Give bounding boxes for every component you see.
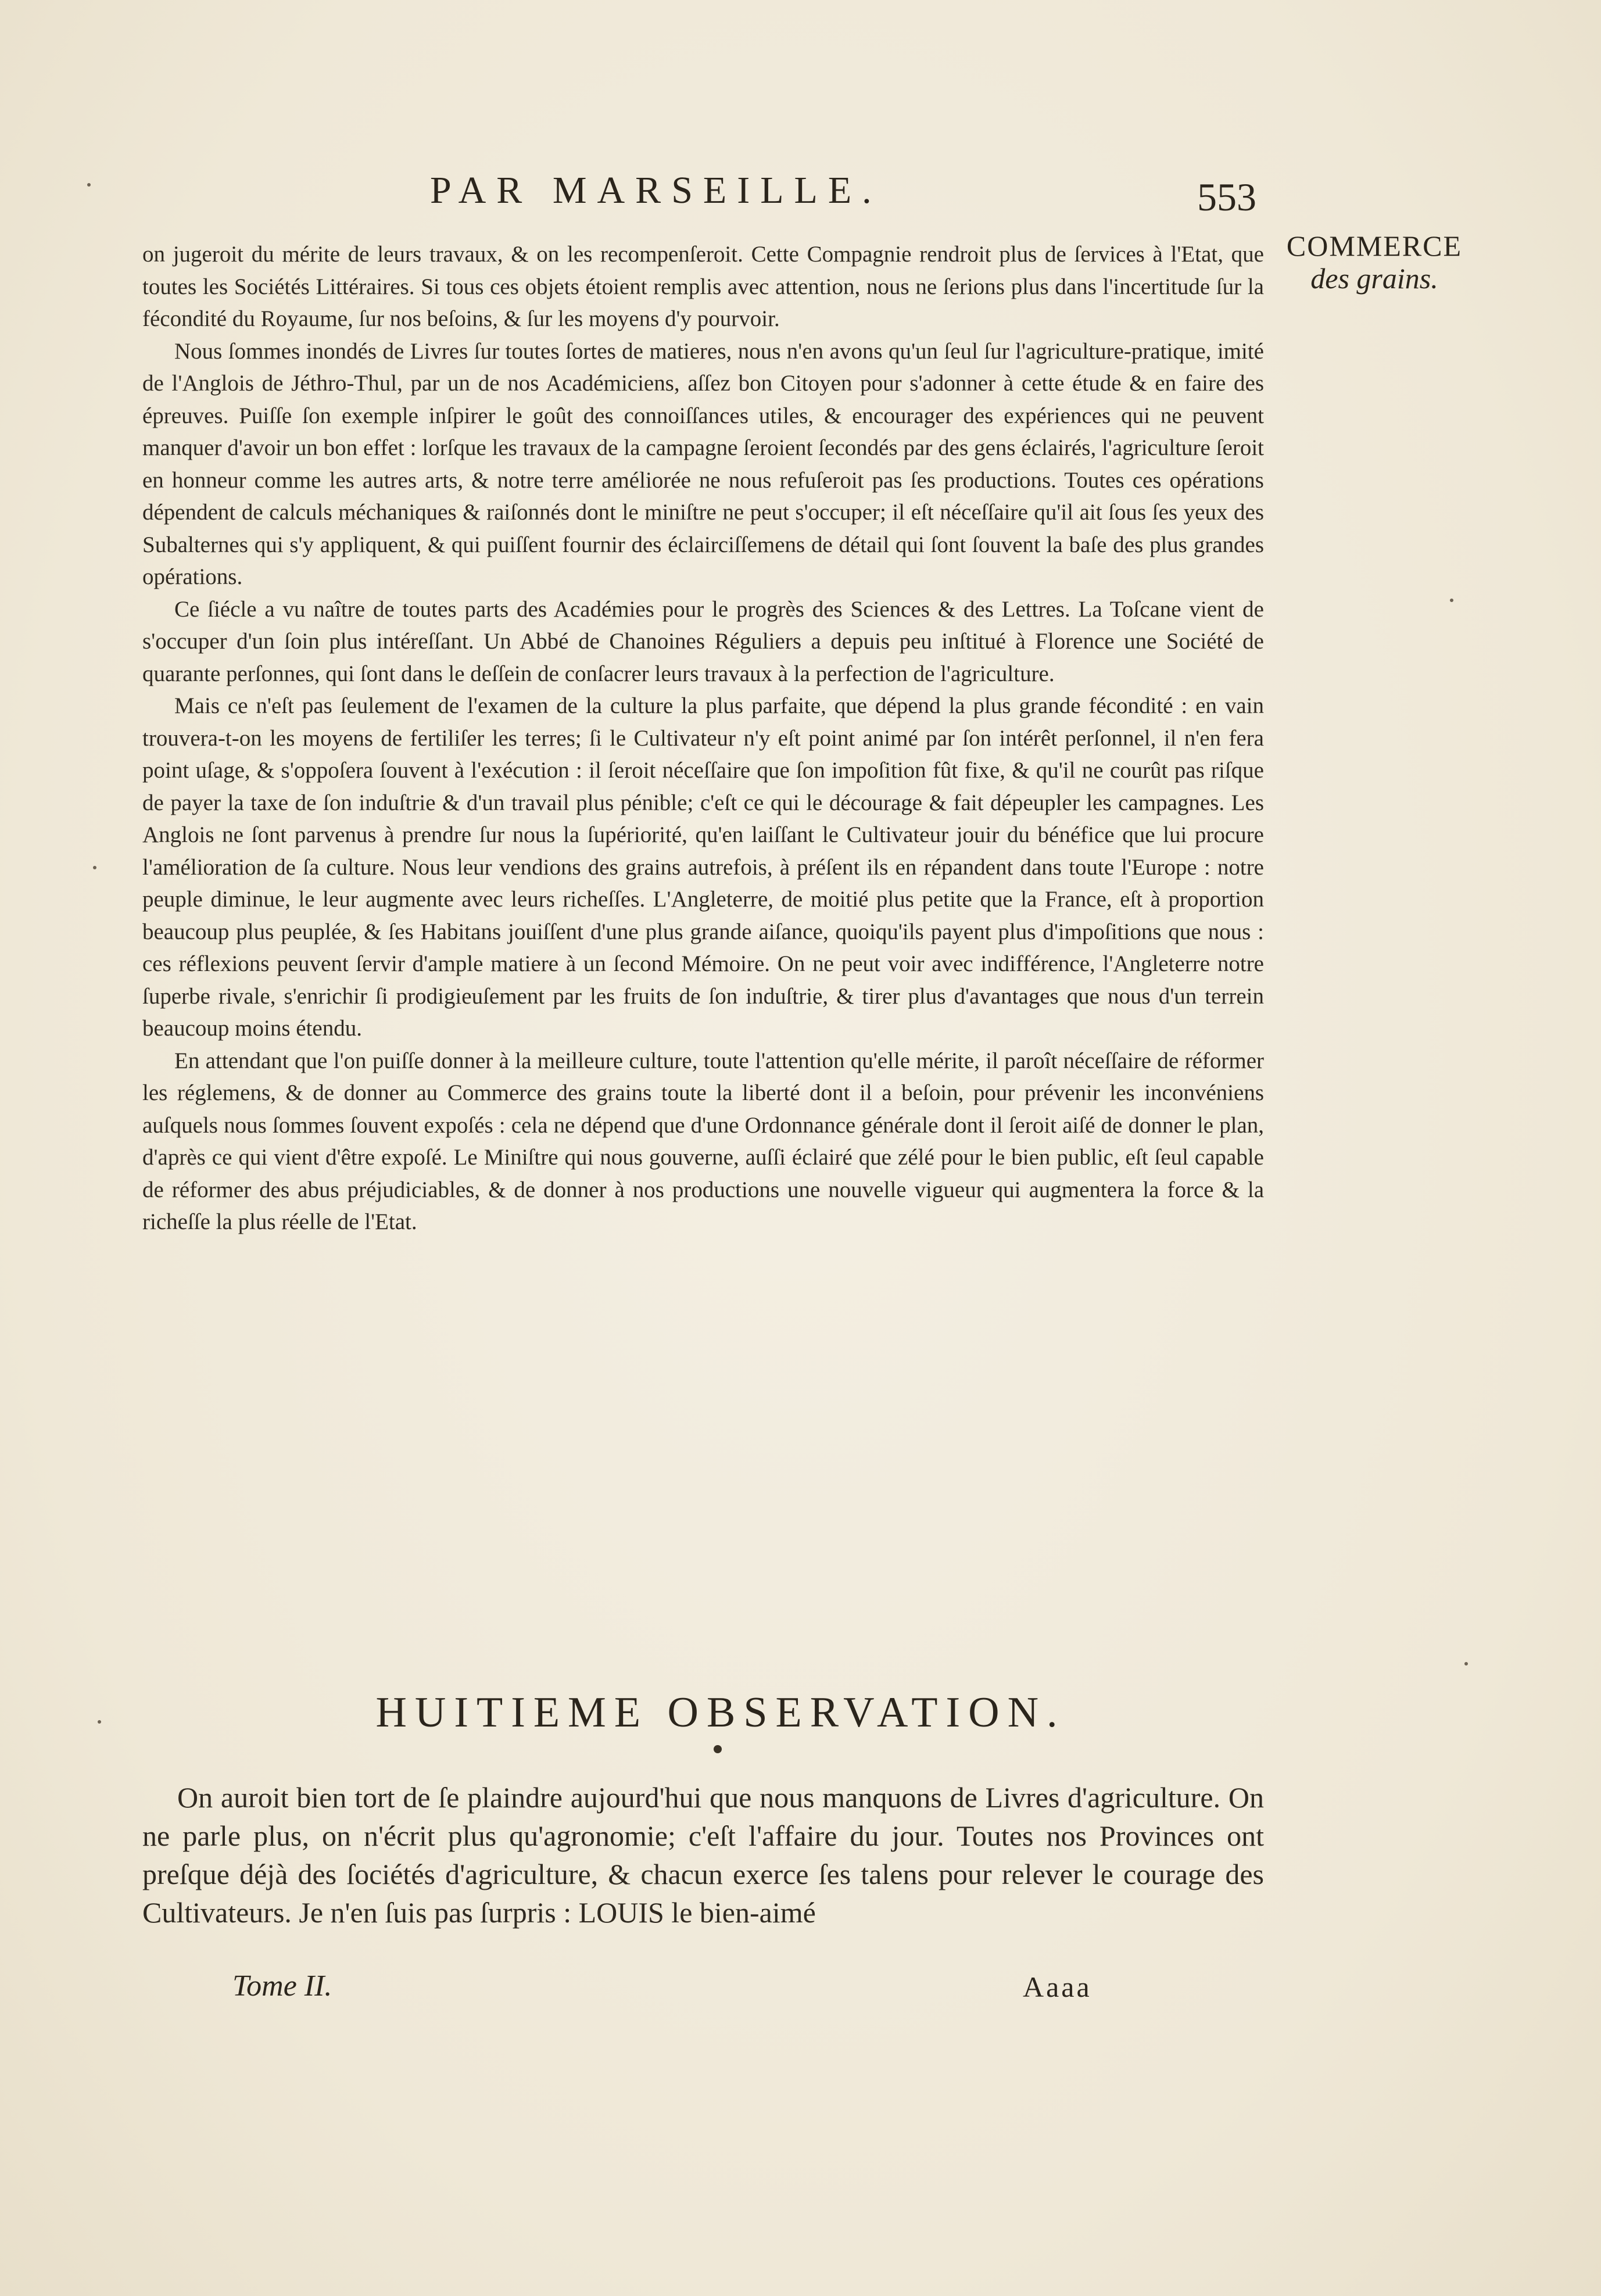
margin-note-subtitle: des grains.	[1310, 262, 1438, 295]
volume-marker: Tome II.	[232, 1969, 332, 2003]
margin-note	[1276, 230, 1473, 295]
paragraph: Mais ce n'eſt pas ſeulement de l'examen de la culture la plus parfaite, que dépend la plus grande fécondité : en vain trouvera-t-on les moyens de fertiliſer les terres; ſi le Cultivateur n'y eſt point animé par ſon intérêt perſonnel, il n'en fera point uſage, & s'oppoſera ſouvent à l'exécution : il ſeroit néceſſaire que ſon impoſition fût fixe, & qu'il ne courût pas riſque de payer la taxe de ſon induſtrie & d'un travail plus pénible; c'eſt ce qui le décourage & fait dépeupler les campagnes. Les Anglois ne ſont parvenus à prendre ſur nous la ſupériorité, qu'en laiſſant le Cultivateur jouir du bénéfice que lui procure l'amélioration de ſa culture. Nous leur vendions des grains autrefois, à préſent ils en répandent dans toute l'Europe : notre peuple diminue, le leur augmente avec leurs richeſſes. L'Angleterre, de moitié plus petite que la France, eſt à proportion beaucoup plus peuplée, & ſes Habitans jouiſſent d'une plus grande aiſance, quoiqu'ils payent plus d'impoſitions que nous : ces réflexions peuvent ſervir d'ample matiere à un ſecond Mémoire. On ne peut voir avec indifférence, l'Angleterre notre ſuperbe rivale, s'enrichir ſi prodigieuſement par les fruits de ſon induſtrie, & tirer plus d'avantages que nous d'un terrein beaucoup moins étendu.	[142, 693, 1264, 1041]
running-head: PAR MARSEILLE.	[430, 169, 882, 212]
paragraph: En attendant que l'on puiſſe donner à la meilleure culture, toute l'attention qu'elle mérite, il paroît néceſſaire de réformer les réglemens, & de donner au Commerce des grains toute la liberté dont il a beſoin, pour prévenir les inconvéniens auſquels nous ſommes ſouvent expoſés : cela ne dépend que d'une Ordonnance générale dont il ſeroit aiſé de donner le plan, d'après ce qui vient d'être expoſé. Le Miniſtre qui nous gouverne, auſſi éclairé que zélé pour le bien public, eſt ſeul capable de réformer des abus préjudiciables, & de donner à nos productions une nouvelle vigueur qui augmentera la force & la richeſſe la plus réelle de l'Etat.	[142, 1048, 1264, 1234]
signature-mark: Aaaa	[1023, 1971, 1092, 2003]
paragraph: on jugeroit du mérite de leurs travaux, & on les recompenſeroit. Cette Compagnie rendroit plus de ſervices à l'Etat, que toutes les Sociétés Littéraires. Si tous ces objets étoient remplis avec attention, nous ne ſerions plus dans l'incertitude ſur la fécondité du Royaume, ſur nos beſoins, & ſur les moyens d'y pourvoir.	[142, 242, 1264, 331]
paper-speck	[93, 866, 96, 869]
paper-speck	[1450, 599, 1453, 602]
paragraph: Nous ſommes inondés de Livres ſur toutes ſortes de matieres, nous n'en avons qu'un ſeul ſur l'agriculture-pratique, imité de l'Anglois de Jéthro-Thul, par un de nos Académiciens, aſſez bon Citoyen pour s'adonner à cette étude & en faire des épreuves. Puiſſe ſon exemple inſpirer le goût des connoiſſances utiles, & encourager des expériences qui ne peuvent manquer d'avoir un bon effet : lorſque les travaux de la campagne ſeroient ſecondés par des gens éclairés, l'agriculture ſeroit en honneur comme les autres arts, & notre terre améliorée ne nous refuſeroit pas ſes productions. Toutes ces opérations dépendent de calculs méchaniques & raiſonnés dont le miniſtre ne peut s'occuper; il eſt néceſſaire qu'il ait ſous ſes yeux des Subalternes qui s'y appliquent, & qui puiſſent fournir des éclairciſſemens de détail qui ſont ſouvent la baſe des plus grandes opérations.	[142, 338, 1264, 589]
section-paragraph: On auroit bien tort de ſe plaindre aujourd'hui que nous manquons de Livres d'agriculture. On ne parle plus, on n'écrit plus qu'agronomie; c'eſt l'affaire du jour. Toutes nos Provinces ont preſque déjà des ſociétés d'agriculture, & chacun exerce ſes talens pour relever le courage des Cultivateurs. Je n'en ſuis pas ſurpris : LOUIS le bien-aimé	[142, 1781, 1264, 1929]
paper-speck	[98, 1720, 101, 1724]
section-text	[142, 1778, 1264, 1932]
paragraph: Ce ſiécle a vu naître de toutes parts des Académies pour le progrès des Sciences & des Lettres. La Toſcane vient de s'occuper d'un ſoin plus intéreſſant. Un Abbé de Chanoines Réguliers a depuis peu inſtitué à Florence une Société de quarante perſonnes, qui ſont dans le deſſein de conſacrer leurs travaux à la perfection de l'agriculture.	[142, 596, 1264, 686]
margin-note-title: COMMERCE	[1286, 230, 1463, 262]
body-text	[142, 238, 1264, 1238]
paper-speck	[87, 183, 91, 187]
paper-speck	[1464, 1662, 1468, 1665]
ornament-dot	[714, 1745, 722, 1753]
page-number: 553	[1197, 175, 1256, 219]
section-heading: HUITIEME OBSERVATION.	[375, 1689, 1066, 1736]
